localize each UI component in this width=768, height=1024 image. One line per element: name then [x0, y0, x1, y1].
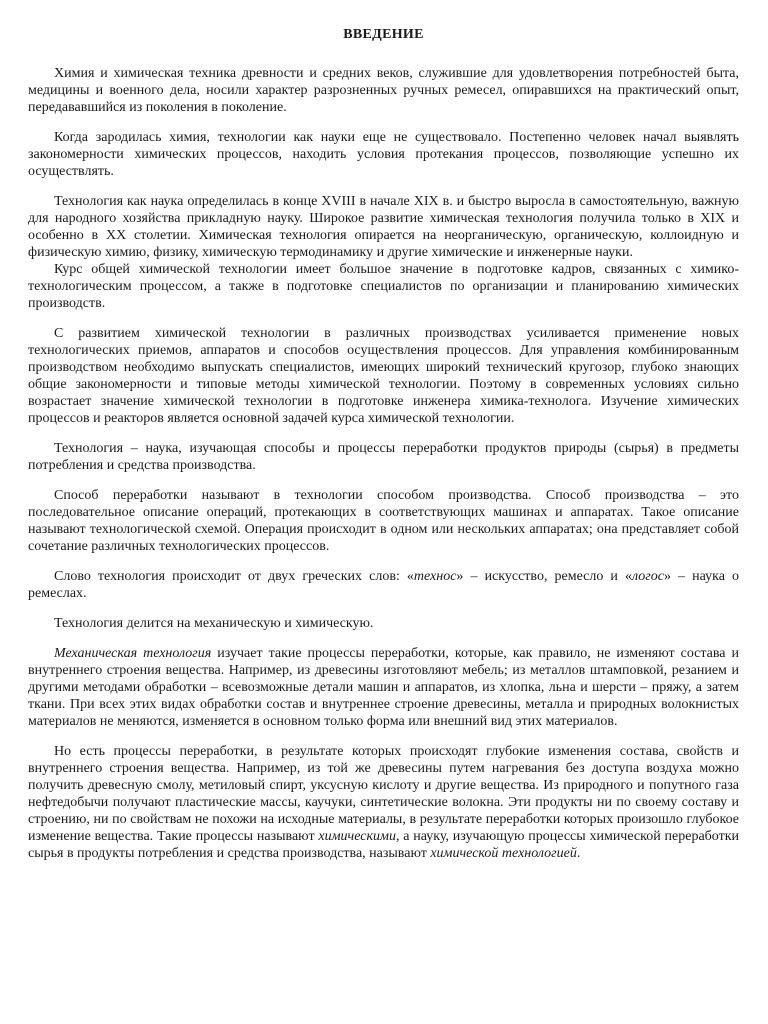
- paragraph-8-text-1: Слово технология происходит от двух греческих слов: «: [54, 569, 414, 584]
- paragraph-3: Технология как наука определилась в конце XVIII в начале XIX в. и быстро выросла в самостоятельную, важную для народного хозяйства прикладную науку. Широкое развитие химическая технология получила только в XIX и особенно в XX столетии. Химическая технология опирается на неорганическую, органическую, коллоидную и физическую химию, физику, химическую термодинамику и другие химические и инженерные науки.: [28, 194, 739, 260]
- paragraph-6: Технология – наука, изучающая способы и процессы переработки продуктов природы (сырья) в предметы потребления и средства производства.: [28, 441, 739, 473]
- paragraph-11-text-1: Но есть процессы переработки, в результате которых происходят глубокие изменения состава, свойств и внутреннего строения вещества. Например, из той же древесины путем нагревания без доступа воздуха можно получить древесную смолу, метиловый спирт, уксусную кислоту и другие вещества. Из природного и попутного газа нефтедобычи получают пластические массы, каучуки, синтетические волокна. Эти продукты ни по своему составу и строению, ни по свойствам не похожи на исходные материалы, в результате переработки которых произошло глубокое изменение вещества. Такие процессы называют: [28, 744, 739, 844]
- paragraph-11-text-2: , а науку, изучающую процессы химической переработки сырья в продукты потребления и средства производства, называют: [28, 829, 740, 861]
- document-title: ВВЕДЕНИЕ: [343, 27, 424, 42]
- paragraph-7: Способ переработки называют в технологии способом производства. Способ производства – это последовательное описание операций, протекающих в соответствующих машинах и аппаратах. Такое описание называют технологической схемой. Операция происходит в одном или нескольких аппаратах; она представляет собой сочетание различных технологических процессов.: [28, 488, 739, 554]
- paragraph-4: Курс общей химической технологии имеет большое значение в подготовке кадров, связанных с химико-технологическим процессом, а также в подготовке специалистов по организации и планированию химических производств.: [28, 262, 739, 311]
- paragraph-9: Технология делится на механическую и химическую.: [54, 616, 374, 631]
- term-logos: логос: [632, 569, 664, 584]
- term-mechanical-technology: Механическая технология: [54, 646, 212, 661]
- term-technos: технос: [413, 569, 457, 584]
- paragraph-8-text-2: » – искусство, ремесло и «: [456, 569, 633, 584]
- document-page: [28, 26, 739, 875]
- paragraph-1: Химия и химическая техника древности и средних веков, служившие для удовлетворения потребностей быта, медицины и военного дела, носили характер разрозненных ручных ремесел, опиравшихся на практический опыт, передававшийся из поколения в поколение.: [28, 66, 739, 115]
- paragraph-11-text-3: .: [576, 846, 581, 861]
- paragraph-11: [28, 743, 739, 862]
- paragraph-8: [28, 568, 739, 602]
- paragraph-8-text-3: » – наука о ремеслах.: [28, 569, 739, 601]
- paragraph-10: [28, 645, 739, 730]
- paragraph-2: Когда зародилась химия, технологии как науки еще не существовало. Постепенно человек начал выявлять закономерности химических процессов, находить условия протекания процессов, позволяющие успешно их осуществлять.: [28, 130, 739, 179]
- paragraph-10-text: изучает такие процессы переработки, которые, как правило, не изменяют состава и внутреннего строения вещества. Например, из древесины изготовляют мебель; из металлов штамповкой, резанием и другими методами обработки – всевозможные детали машин и аппаратов, из хлопка, льна и шерсти – пряжу, а затем ткани. При всех этих видах обработки состав и внутреннее строение древесины, металла и природных волокнистых материалов не меняются, изменяется в основном только форма или внешний вид этих материалов.: [28, 646, 739, 729]
- term-chemical-technology: химической технологией: [430, 846, 577, 861]
- paragraph-5: С развитием химической технологии в различных производствах усиливается применение новых технологических приемов, аппаратов и способов осуществления процессов. Для управления комбинированным производством необходимо выпускать специалистов, имеющих широкий технический кругозор, глубоко знающих общие закономерности и типовые методы химической технологии. Поэтому в современных условиях сильно возрастает значение химической технологии в подготовке инженера химика-технолога. Изучение химических процессов и реакторов является основной задачей курса химической технологии.: [28, 326, 739, 426]
- term-chemical: химическими: [318, 829, 396, 844]
